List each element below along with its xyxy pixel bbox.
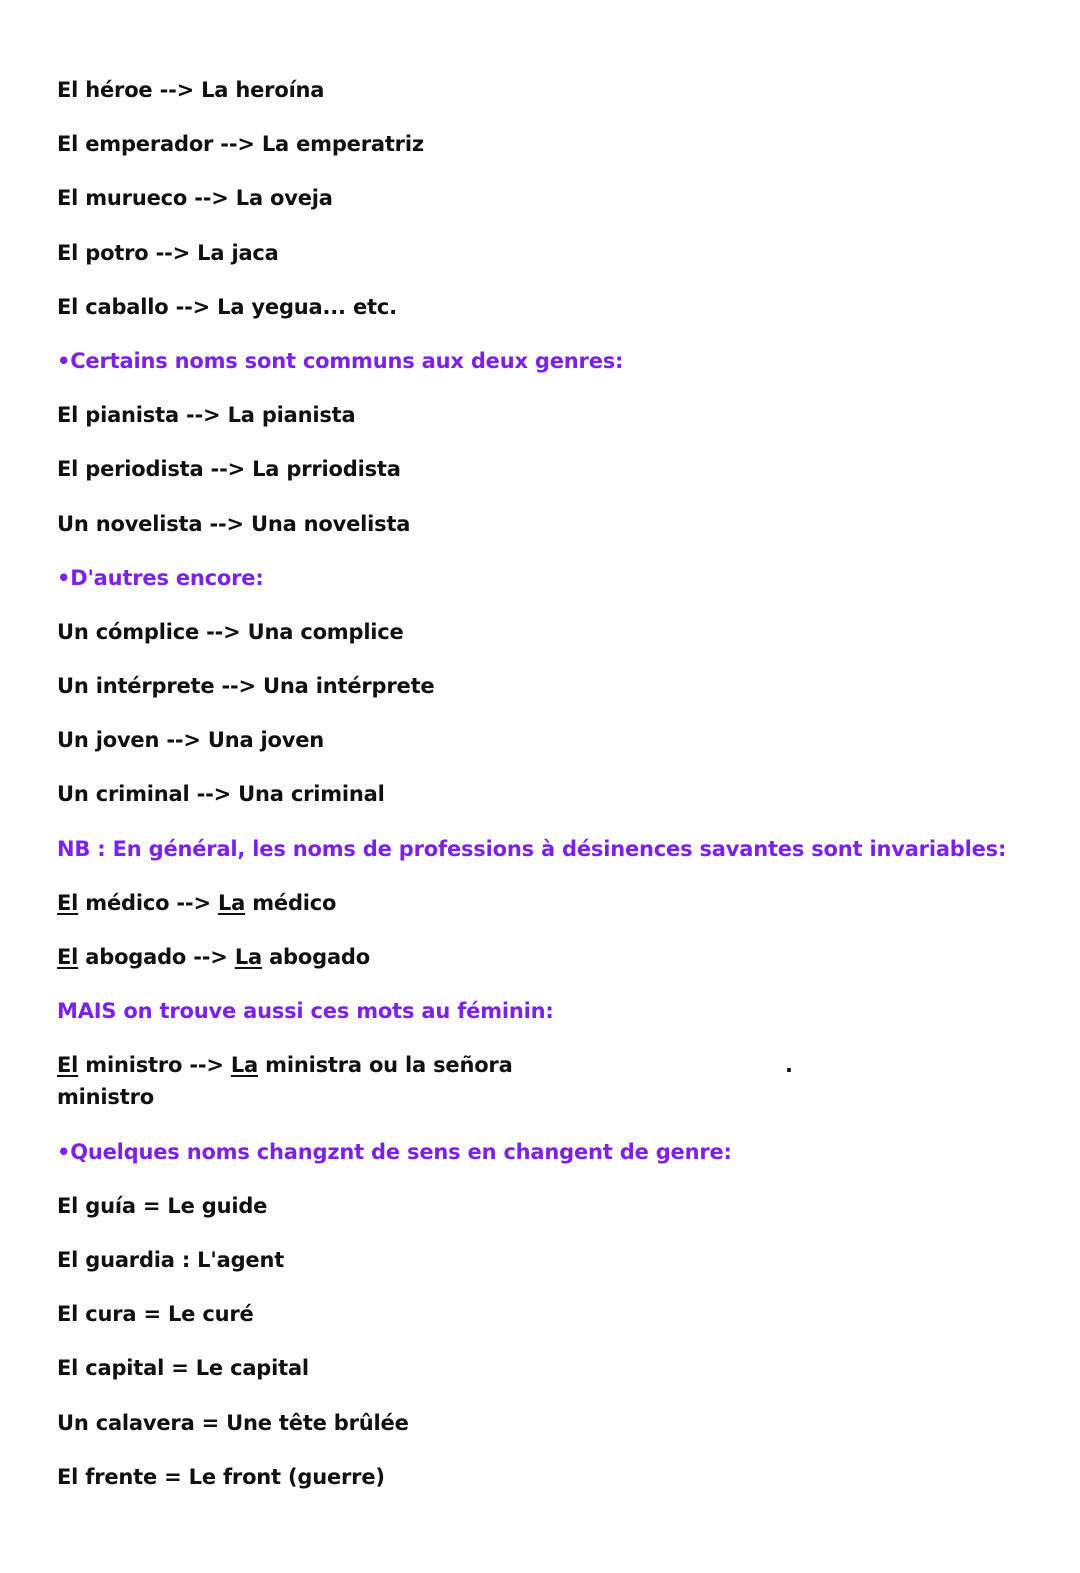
text-segment: ministro [57,1085,154,1110]
text-line: El potro --> La jaca [57,240,279,265]
text-line: Un criminal --> Una criminal [57,782,385,807]
text-line-underlined [57,1049,1037,1113]
text-segment: abogado [261,945,370,969]
text-line-underlined [57,887,1037,919]
text-line: El pianista --> La pianista [57,403,356,428]
text-line: El murueco --> La oveja [57,186,333,211]
section-heading: MAIS on trouve aussi ces mots au féminin: [57,999,554,1024]
document-page [57,74,1037,1515]
text-line: El guía = Le guide [57,1193,268,1218]
text-line: El emperador --> La emperatriz [57,132,424,157]
section-heading: •D'autres encore: [57,565,264,590]
article-masculine: El [57,890,79,915]
article-feminine: La [234,945,262,969]
article-feminine: La [217,890,246,915]
text-line: El capital = Le capital [57,1356,309,1381]
article-masculine: El [57,1053,79,1078]
section-heading: NB : En général, les noms de professions à désinences savantes sont invariables: [57,836,1007,861]
text-segment: abogado --> [78,945,235,969]
text-line: El guardia : L'agent [57,1247,285,1272]
text-line: El frente = Le front (guerre) [57,1464,385,1489]
text-segment: médico --> [78,890,218,915]
text-line: Un novelista --> Una novelista [57,511,411,536]
text-line: Un calavera = Une tête brûlée [57,1410,409,1435]
text-segment: ministro --> [78,1053,231,1078]
text-line: Un joven --> Una joven [57,728,325,753]
stray-dot: . [785,1053,793,1078]
text-line: Un cómplice --> Una complice [57,619,404,644]
text-line: El periodista --> La prriodista [57,457,401,482]
text-segment: ministra ou la señora [258,1053,513,1078]
section-heading: •Quelques noms changznt de sens en changent de genre: [57,1139,732,1164]
text-line: El caballo --> La yegua... etc. [57,294,397,319]
text-line: El héroe --> La heroína [57,78,325,102]
text-line: Un intérprete --> Una intérprete [57,674,435,699]
section-heading: •Certains noms sont communs aux deux genres: [57,348,624,373]
text-segment: médico [245,890,337,915]
text-line-underlined [57,941,1037,973]
article-feminine: La [230,1053,259,1078]
article-masculine: El [57,945,79,969]
text-line: El cura = Le curé [57,1302,254,1327]
